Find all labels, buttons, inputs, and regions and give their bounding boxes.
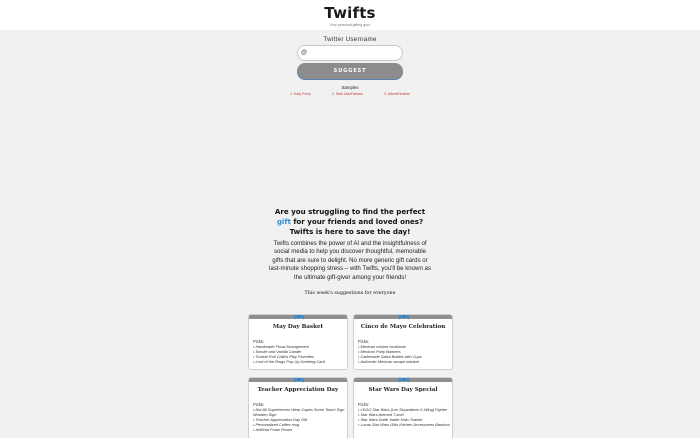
suggestion-card[interactable]: [248, 377, 348, 438]
card-picks-label: Picks:: [253, 402, 265, 407]
list-item: • Teacher Appreciation Day Gift: [253, 417, 347, 422]
list-item: • Mexican cuisine cookbook: [358, 344, 452, 349]
list-item: • Handmade Floral Arrangement: [253, 344, 347, 349]
list-item: • Personalized Coffee mug: [253, 422, 347, 427]
at-icon: @: [301, 50, 308, 56]
sample-link[interactable]: 1. Katy Perry: [290, 92, 311, 96]
weekly-title: This week's suggestions for everyone: [304, 291, 396, 296]
card-items: [358, 344, 452, 364]
samples: [290, 85, 410, 96]
card-items: [358, 407, 452, 427]
list-item: • Tootsie Roll Child's Play Favorites: [253, 354, 347, 359]
list-item: • Smoke and Vanilla Candle: [253, 349, 347, 354]
list-item: • Star Wars Darth Vader Halo Toaster: [358, 417, 452, 422]
card-title: May Day Basket: [272, 324, 324, 330]
hero-section: [268, 207, 432, 282]
suggestion-card[interactable]: [248, 314, 348, 370]
site-header: [0, 0, 700, 30]
list-item: • LEGO Star Wars (Lex Skywalkers X-Wing) Fighter: [358, 407, 452, 412]
list-item: • Not All Superheroes Wear Capes Some Teach Sign Wooden Sign: [253, 407, 347, 417]
bow-icon: [293, 377, 305, 383]
bow-icon: [398, 377, 410, 383]
username-label: Twitter Username: [323, 36, 377, 43]
card-title: Teacher Appreciation Day: [257, 387, 339, 393]
card-items: [253, 344, 347, 364]
sample-link[interactable]: 3. AlbertEinstein: [384, 92, 410, 96]
list-item: • Authentic Mexican serape blanket: [358, 359, 452, 364]
card-title: Star Wars Day Special: [368, 387, 438, 393]
card-picks-label: Picks:: [253, 339, 265, 344]
card-title: Cinco de Mayo Celebration: [360, 324, 446, 330]
suggestion-card[interactable]: [353, 314, 453, 370]
sample-link[interactable]: 2. Seth MacFarlane: [331, 92, 364, 96]
brand-logo[interactable]: Twifts: [324, 4, 376, 22]
suggest-button[interactable]: SUGGEST: [297, 63, 403, 79]
card-picks-label: Picks:: [358, 402, 370, 407]
list-item: • Artificial Foam Roses: [253, 427, 347, 432]
bow-icon: [293, 314, 305, 320]
suggest-form: [297, 36, 403, 79]
card-items: [253, 407, 347, 432]
samples-title: Samples: [341, 85, 359, 90]
hero-accent-word: gift: [276, 217, 291, 226]
samples-list: [290, 92, 410, 96]
hero-headline: Are you struggling to find the perfect gift for your friends and loved ones? Twifts is here to save the day!: [274, 207, 426, 236]
list-item: • Mexican Party Banners: [358, 349, 452, 354]
username-input[interactable]: [309, 48, 399, 58]
list-item: • Lord of the Rings Pop-Up Greeting Card: [253, 359, 347, 364]
bow-icon: [398, 314, 410, 320]
hero-description: Twifts combines the power of AI and the insightfulness of social media to help you discover thoughtful, memorable gifts that are sure to delight. No more generic gift cards or last-minute shopping stress – with Twifts, you'll be known as the ultimate gift-giver among your friends!: [269, 240, 431, 281]
list-item: • Star Wars-themed T-shirt: [358, 412, 452, 417]
username-field[interactable]: [297, 45, 403, 61]
list-item: • Lucas Star Wars Gifts Kitchen Accessories Bamboo: [358, 422, 452, 427]
suggestion-card[interactable]: [353, 377, 453, 438]
tagline: Your personal gifting guru: [329, 23, 371, 27]
list-item: • Cadernade Salsa Bottles with Cups: [358, 354, 452, 359]
card-picks-label: Picks:: [358, 339, 370, 344]
